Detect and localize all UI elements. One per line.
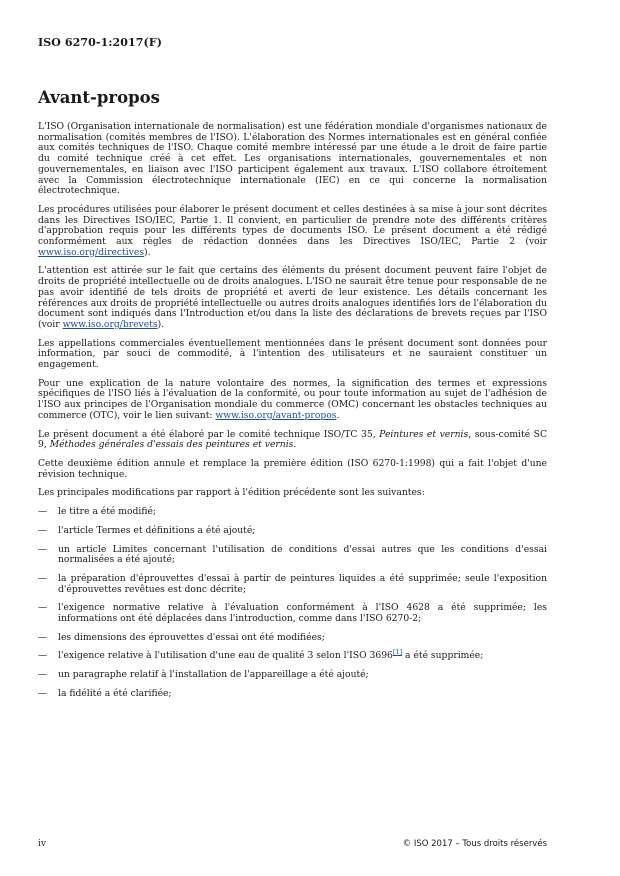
paragraph-changes-intro: Les principales modifications par rapport à l'édition précédente sont les suivantes: [38,487,425,499]
dash-bullet: — [38,602,48,614]
list-item-text-end: a été supprimée; [402,650,484,662]
paragraph-voluntary-nature [38,379,547,422]
list-item-text: un article Limites concernant l'utilisation de conditions d'essai autres que les conditions d'essai normalisées a été ajouté; [58,543,547,566]
paragraph-text-end: ). [157,318,165,330]
list-item [38,670,547,681]
list-item [38,526,547,537]
paragraph-text-end: . [293,439,297,451]
paragraph-text: Le présent document a été élaboré par le comité technique ISO/TC 35, [38,428,380,440]
paragraph-trade-names: Les appellations commerciales éventuellement mentionnées dans le présent document sont données pour information, par souci de commodité, à l'intention des utilisateurs et ne sauraient constituer un engagement. [38,337,547,371]
document-id-header: ISO 6270-1:2017(F) [38,36,163,49]
paragraph-procedures [38,205,547,259]
dash-bullet: — [38,687,48,699]
dash-bullet: — [38,524,48,536]
foreword-body [38,122,547,708]
dash-bullet: — [38,650,48,662]
list-item [38,648,547,662]
dash-bullet: — [38,631,48,643]
paragraph-committee [38,430,547,451]
paragraph-edition: Cette deuxième édition annule et remplace la première édition (ISO 6270-1:1998) qui a fait l'objet d'une révision technique. [38,457,547,480]
dash-bullet: — [38,572,48,584]
dash-bullet: — [38,506,48,518]
paragraph-patents [38,266,547,330]
patents-link[interactable]: www.iso.org/brevets [62,318,158,330]
subcommittee-name: Méthodes générales d'essais des peintures et vernis [49,439,294,451]
paragraph-text-end: . [336,409,340,421]
list-item-text: la fidélité a été clarifiée; [58,687,172,699]
list-item [38,689,547,700]
dash-bullet: — [38,543,48,555]
paragraph-text: L'attention est attirée sur le fait que certains des éléments du présent document peuvent faire l'objet de droits de propriété intellectuelle ou de droits analogues. L'ISO ne saurait être tenue pour responsable de ne pas avoir identifié de tels droits de propriété et averti de leur existence. Les détails concernant les références aux droits de propriété intellectuelle ou autres droits analogues identifiés lors de l'élaboration du document sont indiqués dans l'Introduction et/ou dans la liste des déclarations de brevets reçues par l'ISO (voir [38,265,547,330]
list-item-text: l'exigence normative relative à l'évaluation conformément à l'ISO 4628 a été supprimée; les informations ont été déplacées dans l'introduction, comme dans l'ISO 6270-2; [58,602,547,625]
list-item [38,603,547,624]
foreword-link[interactable]: www.iso.org/avant-propos [215,409,337,421]
committee-name: Peintures et vernis [379,428,469,440]
list-item-text: les dimensions des éprouvettes d'essai ont été modifiées; [58,631,325,643]
list-item-text: un paragraphe relatif à l'installation de l'appareillage a été ajouté; [58,669,369,681]
page-number: iv [38,839,46,849]
list-item [38,545,547,566]
bibliography-reference-link[interactable]: [1] [392,648,403,657]
page-title: Avant-propos [38,88,160,107]
list-item-text: l'exigence relative à l'utilisation d'une eau de qualité 3 selon l'ISO 3696 [58,650,393,662]
list-item-text: l'article Termes et définitions a été ajouté; [58,524,256,536]
list-item-text: la préparation d'éprouvettes d'essai à partir de peintures liquides a été supprimée; seule l'exposition d'éprouvettes revêtues est donc décrite; [58,572,547,595]
paragraph-text-end: ). [144,246,151,258]
paragraph-iso-intro: L'ISO (Organisation internationale de normalisation) est une fédération mondiale d'organismes nationaux de normalisation (comités membres de l'ISO). L'élaboration des Normes internationales est en général confiée aux comités techniques de l'ISO. Chaque comité membre intéressé par une étude a le droit de faire partie du comité technique créé à cet effet. Les organisations internationales, gouvernementales et non gouvernementales, en liaison avec l'ISO participent également aux travaux. L'ISO collabore étroitement avec la Commission électrotechnique internationale (IEC) en ce qui concerne la normalisation électrotechnique. [38,121,547,197]
list-item [38,507,547,518]
paragraph-text-mid: , sous-comité SC 9, [38,428,548,451]
directives-link[interactable]: www.iso.org/directives [38,246,145,258]
list-item [38,574,547,595]
paragraph-text: Pour une explication de la nature volontaire des normes, la signification des termes et expressions spécifiques de l'ISO liés à l'évaluation de la conformité, ou pour toute information au sujet de l'adhésion de l'ISO aux principes de l'Organisation mondiale du commerce (OMC) concernant les obstacles techniques au commerce (OTC), voir le lien suivant: [38,377,547,421]
changes-list [38,507,547,699]
list-item [38,633,547,644]
dash-bullet: — [38,669,48,681]
paragraph-text: Les procédures utilisées pour élaborer le présent document et celles destinées à sa mise à jour sont décrites dans les Directives ISO/IEC, Partie 1. Il convient, en particulier de prendre note des différents critères d'approbation requis pour les différents types de documents ISO. Le présent document a été rédigé conformément aux règles de rédaction données dans les Directives ISO/IEC, Partie 2 (voir [38,203,547,248]
list-item-text: le titre a été modifié; [58,506,156,518]
copyright-notice: © ISO 2017 – Tous droits réservés [402,839,547,849]
